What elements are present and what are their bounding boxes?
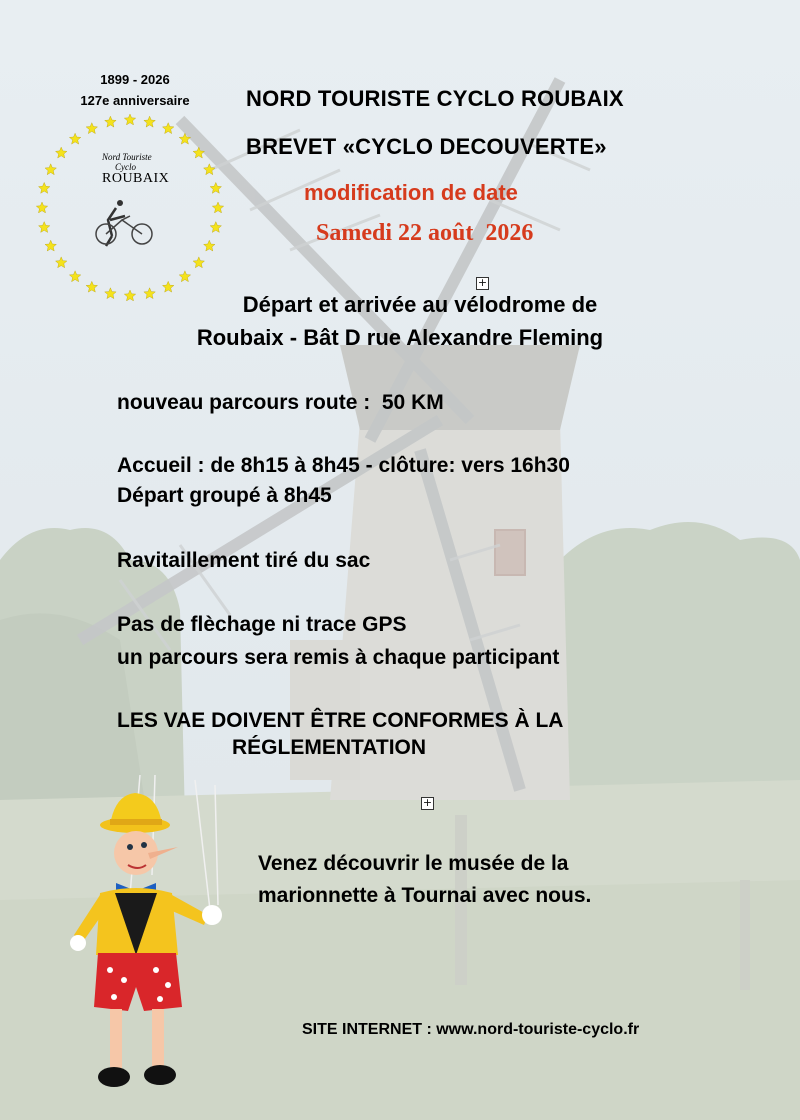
ebike-rule-line2: RÉGLEMENTATION: [232, 736, 427, 759]
supplies-info: Ravitaillement tiré du sac: [117, 549, 371, 572]
museum-line2: marionnette à Tournai avec nous.: [258, 884, 592, 907]
star-icon: [210, 222, 221, 233]
museum-line1: Venez découvrir le musée de la: [258, 852, 569, 875]
anniversary-years: 1899 - 2026: [100, 72, 170, 87]
logo-text-line3: ROUBAIX: [102, 171, 170, 186]
event-name: BREVET «CYCLO DECOUVERTE»: [246, 134, 607, 159]
plus-box-icon[interactable]: +: [422, 796, 433, 809]
star-icon: [69, 271, 80, 282]
star-icon: [204, 240, 215, 251]
date-change-notice: modification de date: [304, 180, 518, 205]
star-icon: [69, 133, 80, 144]
star-icon: [193, 147, 204, 158]
star-icon: [105, 116, 116, 127]
club-name: NORD TOURISTE CYCLO ROUBAIX: [246, 86, 624, 111]
star-icon: [163, 281, 174, 292]
logo-text-line1: Nord Touriste: [102, 152, 152, 162]
club-logo: [30, 108, 230, 308]
group-start-time: Départ groupé à 8h45: [117, 484, 332, 507]
website-link[interactable]: SITE INTERNET : www.nord-touriste-cyclo.fr: [302, 1021, 640, 1038]
star-icon: [56, 257, 67, 268]
star-icon: [56, 147, 67, 158]
logo-text-line2: Cyclo: [115, 162, 136, 172]
star-icon: [210, 182, 221, 193]
star-icon: [39, 182, 50, 193]
star-icon: [144, 116, 155, 127]
route-distance: nouveau parcours route : 50 KM: [117, 391, 444, 414]
star-icon: [86, 281, 97, 292]
star-icon: [45, 164, 56, 175]
event-date: Samedi 22 août 2026: [316, 220, 534, 246]
star-icon: [204, 164, 215, 175]
star-icon: [45, 240, 56, 251]
no-marking-info: Pas de flèchage ni trace GPS: [117, 613, 407, 636]
star-icon: [124, 114, 135, 125]
star-icon: [163, 123, 174, 134]
star-icon: [212, 202, 223, 213]
anniversary-label: 127e anniversaire: [80, 93, 190, 108]
star-icon: [193, 257, 204, 268]
star-ring-icon: [36, 114, 223, 301]
location-line1: Départ et arrivée au vélodrome de: [242, 292, 598, 317]
ebike-rule-line1: LES VAE DOIVENT ÊTRE CONFORMES À LA: [117, 709, 564, 732]
star-icon: [179, 271, 190, 282]
puppet-illustration: [60, 775, 240, 1105]
location-line2: Roubaix - Bât D rue Alexandre Fleming: [196, 325, 604, 350]
star-icon: [39, 222, 50, 233]
star-icon: [86, 123, 97, 134]
route-given-info: un parcours sera remis à chaque participant: [117, 646, 560, 669]
star-icon: [179, 133, 190, 144]
star-icon: [36, 202, 47, 213]
plus-box-icon[interactable]: +: [477, 276, 488, 289]
cyclist-logo-icon: [96, 200, 152, 246]
welcome-times: Accueil : de 8h15 à 8h45 - clôture: vers 16h30: [117, 454, 570, 477]
